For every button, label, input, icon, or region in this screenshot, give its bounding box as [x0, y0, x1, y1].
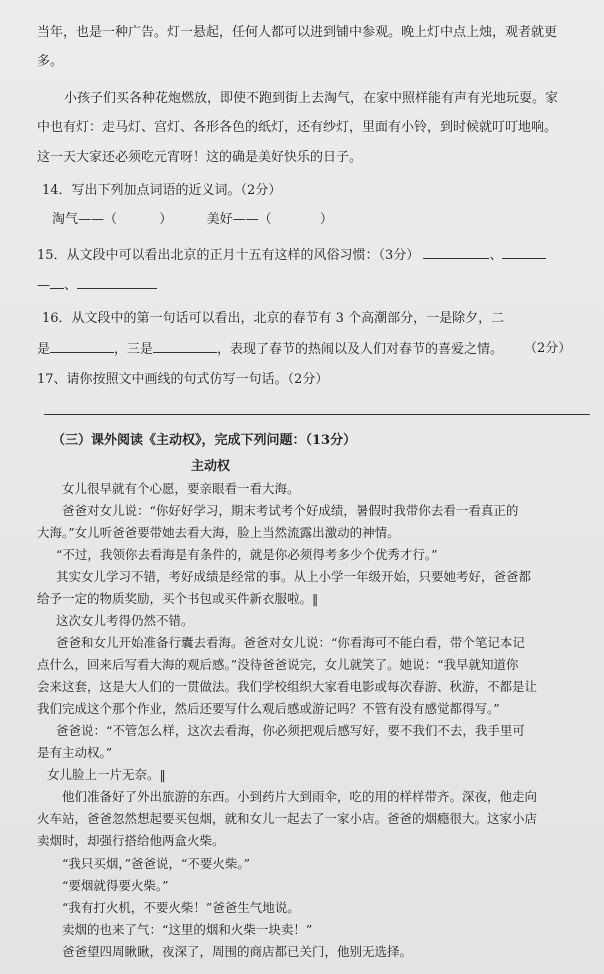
question-17: 17、请你按照文中画线的句式仿写一句话。（2分） [37, 372, 329, 387]
q15-blank-3[interactable] [50, 276, 64, 289]
q14-answer-row [52, 211, 333, 229]
passage2-line-7: 这次女儿考得仍然不错。 [56, 613, 194, 628]
passage2-line-13: 是有主动权。” [37, 745, 113, 760]
question-15-line-2 [37, 276, 157, 295]
question-15 [37, 246, 546, 265]
q15-blank-1[interactable] [423, 246, 489, 259]
passage1-line-4: 中也有灯：走马灯、宫灯、各形各色的纸灯，还有纱灯，里面有小铃，到时候就叮叮地响。 [37, 120, 558, 135]
passage2-line-11: 我们完成这个那个作业，然后还要写什么观后感或游记吗？不管有没有感觉都得写。” [37, 701, 500, 716]
passage2-line-22: 爸爸望四周瞅瞅，夜深了，周围的商店都已关门，他别无选择。 [62, 944, 413, 959]
passage2-line-16: 火车站，爸爸忽然想起要买包烟，就和女儿一起去了一家小店。爸爸的烟瘾很大。这家小店 [37, 811, 538, 826]
passage2-line-8: 爸爸和女儿开始准备行囊去看海。爸爸对女儿说：“你看海可不能白看，带个笔记本记 [56, 635, 525, 650]
q15-dash: — [37, 278, 50, 293]
q16-text-b: ，三是 [114, 342, 154, 357]
passage2-line-19: “要烟就得要火柴。” [62, 878, 169, 893]
passage2-line-12: 爸爸说：“不管怎么样，这次去看海，你必须把观后感写好，要不我们不去，我手里可 [56, 723, 525, 738]
passage2-line-1: 女儿很早就有个心愿，要亲眼看一看大海。 [62, 481, 300, 496]
passage2-line-5: 其实女儿学习不错，考好成绩是经常的事。从上小学一年级开始，只要她考好，爸爸都 [56, 569, 532, 584]
passage2-line-4: “不过，我领你去看海是有条件的，就是你必须得考多少个优秀才行。” [56, 547, 438, 562]
passage1-line-2: 多。 [37, 54, 64, 69]
q15-sep-2: 、 [64, 278, 78, 293]
q16-text-a: 是 [37, 342, 51, 357]
passage2-line-17: 卖烟时，却强行搭给他两盒火柴。 [37, 833, 225, 848]
story-title: 主动权 [191, 459, 231, 474]
q14-item-1-label: 淘气——（ [52, 212, 118, 227]
q16-score: （2分） [524, 341, 572, 356]
q14-item-2-label: 美好——（ [206, 212, 272, 227]
q16-blank-1[interactable] [50, 340, 114, 353]
q14-item-1-close: ） [159, 212, 173, 227]
section-3-heading: （三）课外阅读《主动权》，完成下列问题：（13分） [52, 433, 357, 448]
q15-sep-1: 、 [489, 248, 503, 263]
passage2-line-9: 点什么，回来后写看大海的观后感。”没待爸爸说完，女儿就笑了。她说：“我早就知道你 [37, 657, 519, 672]
q15-blank-4[interactable] [77, 276, 157, 289]
q15-blank-2[interactable] [502, 246, 546, 259]
q17-answer-line[interactable] [44, 414, 590, 415]
question-15-text: 15．从文段中可以看出北京的正月十五有这样的风俗习惯：（3分） [37, 248, 420, 263]
passage2-line-3: 大海。”女儿听爸爸要带她去看大海，脸上当然流露出激动的神情。 [37, 525, 400, 540]
passage2-line-15: 他们准备好了外出旅游的东西。小到药片大到雨伞，吃的用的样样带齐。深夜，他走向 [62, 789, 538, 804]
passage2-line-2: 爸爸对女儿说：“你好好学习，期末考试考个好成绩，暑假时我带你去看一看真正的 [62, 503, 519, 518]
question-16-line-2 [37, 340, 503, 359]
passage2-line-20: “我有打火机，不要火柴！”爸爸生气地说。 [62, 900, 300, 915]
passage1-line-3: 小孩子们买各种花炮燃放，即使不跑到街上去淘气，在家中照样能有声有光地玩耍。家 [64, 91, 559, 106]
passage2-line-14: 女儿脸上一片无奈。‖ [47, 767, 166, 782]
passage2-line-18: “我只买烟，”爸爸说，“不要火柴。” [62, 856, 251, 871]
question-16-line-1: 16．从文段中的第一句话可以看出，北京的春节有 3 个高潮部分，一是除夕，二 [42, 311, 505, 326]
passage2-line-21: 卖烟的也来了气：“这里的烟和火柴一块卖！” [62, 922, 313, 937]
q16-blank-2[interactable] [153, 340, 217, 353]
q16-text-c: ，表现了春节的热闹以及人们对春节的喜爱之情。 [217, 342, 504, 357]
question-14: 14．写出下列加点词语的近义词。（2分） [42, 183, 282, 198]
q14-item-2-close: ） [319, 212, 333, 227]
passage1-line-1: 当年，也是一种广告。灯一悬起，任何人都可以进到铺中参观。晚上灯中点上烛，观者就更 [37, 25, 558, 40]
passage2-line-10: 会来这套，这是大人们的一贯做法。我们学校组织大家看电影或每次春游、秋游，不都是让 [37, 679, 538, 694]
passage1-line-5: 这一天大家还必须吃元宵呀！这的确是美好快乐的日子。 [37, 150, 363, 165]
passage2-line-6: 给予一定的物质奖励，买个书包或买件新衣服啦。‖ [37, 591, 319, 606]
